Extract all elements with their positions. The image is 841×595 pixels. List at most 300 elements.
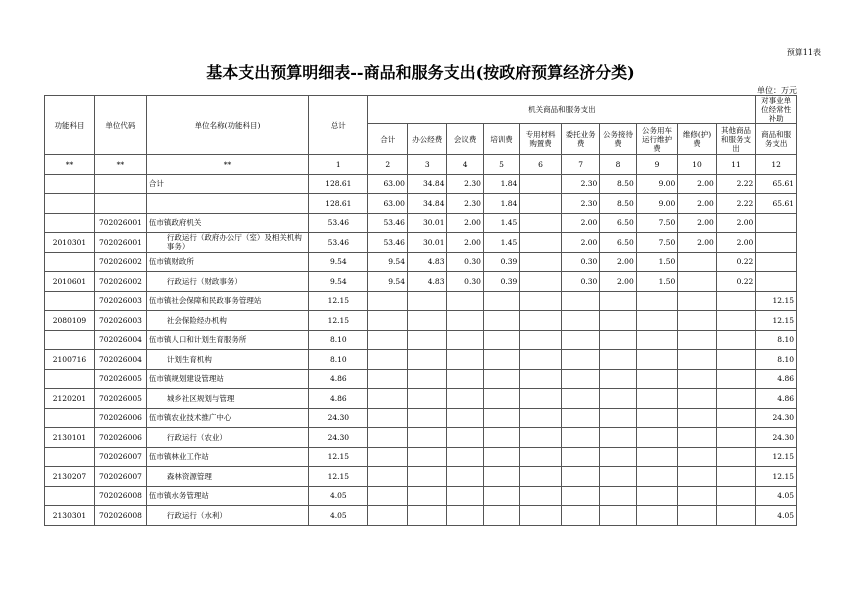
value-cell bbox=[678, 369, 716, 389]
value-cell bbox=[520, 194, 562, 214]
value-cell: 2.00 bbox=[716, 233, 756, 253]
value-cell: 0.39 bbox=[483, 272, 519, 292]
value-cell bbox=[407, 350, 447, 370]
index-cell: 4 bbox=[447, 155, 483, 175]
value-cell bbox=[447, 350, 483, 370]
value-cell bbox=[483, 369, 519, 389]
form-number: 预算11表 bbox=[786, 48, 821, 57]
unit-code-cell: 702026001 bbox=[94, 213, 146, 233]
value-cell bbox=[678, 389, 716, 409]
value-cell bbox=[561, 389, 599, 409]
func-subject-cell: 2130301 bbox=[45, 506, 95, 526]
total-cell: 53.46 bbox=[309, 233, 368, 253]
value-cell bbox=[520, 272, 562, 292]
value-cell bbox=[520, 291, 562, 311]
value-cell: 9.00 bbox=[636, 194, 678, 214]
value-cell bbox=[483, 389, 519, 409]
table-row bbox=[45, 467, 797, 487]
value-cell: 12.15 bbox=[756, 311, 797, 331]
value-cell bbox=[368, 350, 408, 370]
value-cell: 0.30 bbox=[447, 272, 483, 292]
table-row bbox=[45, 311, 797, 331]
unit-name-cell: 行政运行（政府办公厅（室）及相关机构事务） bbox=[146, 233, 308, 253]
table-row bbox=[45, 428, 797, 448]
index-cell: 7 bbox=[561, 155, 599, 175]
table-row bbox=[45, 272, 797, 292]
value-cell: 1.50 bbox=[636, 252, 678, 272]
unit-name-cell: 行政运行（财政事务） bbox=[146, 272, 308, 292]
value-cell: 1.84 bbox=[483, 194, 519, 214]
value-cell bbox=[407, 486, 447, 506]
value-cell bbox=[600, 467, 636, 487]
unit-code-cell: 702026007 bbox=[94, 467, 146, 487]
value-cell bbox=[716, 428, 756, 448]
header-col-1: 合计 bbox=[368, 124, 408, 155]
unit-code-cell: 702026007 bbox=[94, 447, 146, 467]
value-cell: 30.01 bbox=[407, 213, 447, 233]
value-cell bbox=[368, 330, 408, 350]
value-cell bbox=[520, 174, 562, 194]
value-cell bbox=[407, 467, 447, 487]
func-subject-cell: 2080109 bbox=[45, 311, 95, 331]
unit-code-cell: 702026006 bbox=[94, 428, 146, 448]
value-cell: 1.45 bbox=[483, 233, 519, 253]
header-col-9: 维修(护)费 bbox=[678, 124, 716, 155]
value-cell bbox=[447, 447, 483, 467]
value-cell bbox=[561, 467, 599, 487]
table-row bbox=[45, 174, 797, 194]
value-cell bbox=[407, 506, 447, 526]
total-cell: 53.46 bbox=[309, 213, 368, 233]
total-cell: 4.05 bbox=[309, 506, 368, 526]
unit-code-cell bbox=[94, 194, 146, 214]
value-cell bbox=[678, 330, 716, 350]
value-cell: 9.00 bbox=[636, 174, 678, 194]
value-cell: 2.22 bbox=[716, 174, 756, 194]
value-cell: 65.61 bbox=[756, 174, 797, 194]
total-cell: 8.10 bbox=[309, 350, 368, 370]
value-cell bbox=[678, 311, 716, 331]
func-subject-cell bbox=[45, 447, 95, 467]
index-cell: ** bbox=[94, 155, 146, 175]
index-cell: 5 bbox=[483, 155, 519, 175]
unit-name-cell: 行政运行（农业） bbox=[146, 428, 308, 448]
value-cell bbox=[716, 369, 756, 389]
header-col-10: 其他商品和服务支出 bbox=[716, 124, 756, 155]
value-cell bbox=[716, 447, 756, 467]
func-subject-cell: 2120201 bbox=[45, 389, 95, 409]
unit-name-cell: 伍市镇社会保障和民政事务管理站 bbox=[146, 291, 308, 311]
func-subject-cell bbox=[45, 330, 95, 350]
unit-name-cell: 森林资源管理 bbox=[146, 467, 308, 487]
unit-name-cell: 伍市镇规划建设管理站 bbox=[146, 369, 308, 389]
value-cell bbox=[716, 486, 756, 506]
value-cell: 2.00 bbox=[600, 252, 636, 272]
total-cell: 8.10 bbox=[309, 330, 368, 350]
value-cell: 12.15 bbox=[756, 467, 797, 487]
value-cell bbox=[447, 467, 483, 487]
unit-code-cell: 702026008 bbox=[94, 486, 146, 506]
value-cell: 30.01 bbox=[407, 233, 447, 253]
value-cell: 63.00 bbox=[368, 174, 408, 194]
value-cell bbox=[407, 447, 447, 467]
value-cell bbox=[636, 428, 678, 448]
value-cell bbox=[678, 408, 716, 428]
value-cell bbox=[600, 330, 636, 350]
value-cell: 24.30 bbox=[756, 408, 797, 428]
value-cell bbox=[520, 408, 562, 428]
table-row bbox=[45, 213, 797, 233]
value-cell: 2.00 bbox=[678, 213, 716, 233]
unit-code-cell: 702026001 bbox=[94, 233, 146, 253]
value-cell: 4.83 bbox=[407, 252, 447, 272]
value-cell bbox=[636, 486, 678, 506]
value-cell bbox=[520, 350, 562, 370]
unit-code-cell: 702026002 bbox=[94, 272, 146, 292]
value-cell bbox=[483, 311, 519, 331]
func-subject-cell: 2010301 bbox=[45, 233, 95, 253]
unit-name-cell: 城乡社区规划与管理 bbox=[146, 389, 308, 409]
table-row bbox=[45, 233, 797, 253]
func-subject-cell bbox=[45, 194, 95, 214]
value-cell bbox=[756, 233, 797, 253]
unit-name-cell: 行政运行（水利） bbox=[146, 506, 308, 526]
value-cell bbox=[483, 350, 519, 370]
value-cell: 2.00 bbox=[447, 213, 483, 233]
value-cell bbox=[561, 330, 599, 350]
total-cell: 128.61 bbox=[309, 194, 368, 214]
value-cell: 2.00 bbox=[678, 194, 716, 214]
total-cell: 12.15 bbox=[309, 447, 368, 467]
header-col-7: 公务接待费 bbox=[600, 124, 636, 155]
value-cell bbox=[636, 291, 678, 311]
value-cell bbox=[716, 506, 756, 526]
value-cell: 8.10 bbox=[756, 350, 797, 370]
value-cell: 6.50 bbox=[600, 213, 636, 233]
value-cell bbox=[716, 408, 756, 428]
unit-code-cell: 702026004 bbox=[94, 350, 146, 370]
value-cell: 0.22 bbox=[716, 252, 756, 272]
value-cell: 1.50 bbox=[636, 272, 678, 292]
value-cell bbox=[636, 311, 678, 331]
header-unit-name: 单位名称(功能科目) bbox=[146, 96, 308, 155]
value-cell bbox=[561, 369, 599, 389]
value-cell bbox=[678, 350, 716, 370]
value-cell bbox=[483, 506, 519, 526]
value-cell bbox=[407, 408, 447, 428]
value-cell: 34.84 bbox=[407, 194, 447, 214]
value-cell bbox=[447, 486, 483, 506]
value-cell: 63.00 bbox=[368, 194, 408, 214]
value-cell: 8.10 bbox=[756, 330, 797, 350]
value-cell: 53.46 bbox=[368, 233, 408, 253]
unit-name-cell: 伍市镇人口和计划生育服务所 bbox=[146, 330, 308, 350]
unit-name-cell: 伍市镇政府机关 bbox=[146, 213, 308, 233]
value-cell bbox=[678, 272, 716, 292]
value-cell bbox=[600, 428, 636, 448]
value-cell: 24.30 bbox=[756, 428, 797, 448]
value-cell bbox=[678, 447, 716, 467]
value-cell bbox=[520, 428, 562, 448]
header-total: 总计 bbox=[309, 96, 368, 155]
func-subject-cell bbox=[45, 369, 95, 389]
func-subject-cell bbox=[45, 291, 95, 311]
value-cell bbox=[716, 389, 756, 409]
value-cell bbox=[483, 467, 519, 487]
value-cell: 0.39 bbox=[483, 252, 519, 272]
value-cell: 65.61 bbox=[756, 194, 797, 214]
index-cell: ** bbox=[146, 155, 308, 175]
value-cell: 4.86 bbox=[756, 369, 797, 389]
value-cell bbox=[600, 447, 636, 467]
value-cell: 9.54 bbox=[368, 272, 408, 292]
value-cell bbox=[600, 311, 636, 331]
total-cell: 12.15 bbox=[309, 291, 368, 311]
header-col-2: 办公经费 bbox=[407, 124, 447, 155]
budget-table bbox=[44, 95, 797, 526]
value-cell bbox=[716, 330, 756, 350]
value-cell bbox=[600, 506, 636, 526]
unit-code-cell: 702026006 bbox=[94, 408, 146, 428]
header-col-5: 专用材料购置费 bbox=[520, 124, 562, 155]
value-cell bbox=[678, 506, 716, 526]
index-cell: 1 bbox=[309, 155, 368, 175]
table-row bbox=[45, 447, 797, 467]
value-cell: 0.30 bbox=[447, 252, 483, 272]
value-cell bbox=[483, 291, 519, 311]
total-cell: 12.15 bbox=[309, 467, 368, 487]
total-cell: 4.86 bbox=[309, 389, 368, 409]
value-cell bbox=[447, 408, 483, 428]
value-cell bbox=[520, 506, 562, 526]
value-cell bbox=[561, 506, 599, 526]
value-cell: 4.83 bbox=[407, 272, 447, 292]
value-cell bbox=[716, 291, 756, 311]
value-cell: 4.86 bbox=[756, 389, 797, 409]
value-cell bbox=[407, 428, 447, 448]
index-cell: 3 bbox=[407, 155, 447, 175]
value-cell bbox=[407, 311, 447, 331]
value-cell bbox=[520, 252, 562, 272]
value-cell bbox=[561, 311, 599, 331]
value-cell: 2.00 bbox=[678, 233, 716, 253]
value-cell bbox=[678, 291, 716, 311]
table-row bbox=[45, 389, 797, 409]
index-cell: 8 bbox=[600, 155, 636, 175]
value-cell: 9.54 bbox=[368, 252, 408, 272]
value-cell bbox=[636, 467, 678, 487]
value-cell bbox=[483, 330, 519, 350]
value-cell: 4.05 bbox=[756, 506, 797, 526]
value-cell bbox=[756, 272, 797, 292]
value-cell bbox=[483, 408, 519, 428]
value-cell bbox=[483, 447, 519, 467]
value-cell bbox=[636, 369, 678, 389]
value-cell bbox=[368, 408, 408, 428]
value-cell bbox=[520, 447, 562, 467]
unit-label: 单位：万元 bbox=[757, 86, 797, 95]
value-cell bbox=[368, 389, 408, 409]
func-subject-cell: 2130207 bbox=[45, 467, 95, 487]
table-row bbox=[45, 291, 797, 311]
header-col-3: 会议费 bbox=[447, 124, 483, 155]
value-cell bbox=[561, 291, 599, 311]
func-subject-cell bbox=[45, 408, 95, 428]
value-cell bbox=[716, 350, 756, 370]
unit-code-cell bbox=[94, 174, 146, 194]
value-cell bbox=[600, 486, 636, 506]
unit-code-cell: 702026005 bbox=[94, 369, 146, 389]
unit-code-cell: 702026005 bbox=[94, 389, 146, 409]
value-cell bbox=[600, 291, 636, 311]
index-cell: ** bbox=[45, 155, 95, 175]
value-cell: 2.00 bbox=[447, 233, 483, 253]
index-cell: 12 bbox=[756, 155, 797, 175]
value-cell: 4.05 bbox=[756, 486, 797, 506]
header-group-public: 对事业单位经常性补助 bbox=[756, 96, 797, 124]
header-col-4: 培训费 bbox=[483, 124, 519, 155]
unit-name-cell: 社会保险经办机构 bbox=[146, 311, 308, 331]
header-func-subject: 功能科目 bbox=[45, 96, 95, 155]
value-cell bbox=[636, 447, 678, 467]
total-cell: 4.05 bbox=[309, 486, 368, 506]
unit-code-cell: 702026003 bbox=[94, 291, 146, 311]
table-row bbox=[45, 350, 797, 370]
value-cell bbox=[447, 311, 483, 331]
value-cell bbox=[520, 330, 562, 350]
value-cell bbox=[368, 291, 408, 311]
value-cell: 7.50 bbox=[636, 213, 678, 233]
value-cell: 2.00 bbox=[716, 213, 756, 233]
value-cell: 2.30 bbox=[447, 194, 483, 214]
total-cell: 24.30 bbox=[309, 428, 368, 448]
value-cell: 2.00 bbox=[678, 174, 716, 194]
func-subject-cell bbox=[45, 174, 95, 194]
value-cell: 12.15 bbox=[756, 291, 797, 311]
total-cell: 4.86 bbox=[309, 369, 368, 389]
value-cell bbox=[368, 447, 408, 467]
value-cell: 8.50 bbox=[600, 174, 636, 194]
value-cell bbox=[407, 389, 447, 409]
value-cell bbox=[520, 213, 562, 233]
index-cell: 9 bbox=[636, 155, 678, 175]
value-cell bbox=[520, 369, 562, 389]
total-cell: 9.54 bbox=[309, 252, 368, 272]
value-cell: 2.30 bbox=[447, 174, 483, 194]
unit-name-cell: 伍市镇水务管理站 bbox=[146, 486, 308, 506]
unit-name-cell: 伍市镇农业技术推广中心 bbox=[146, 408, 308, 428]
value-cell: 1.45 bbox=[483, 213, 519, 233]
unit-code-cell: 702026003 bbox=[94, 311, 146, 331]
func-subject-cell: 2130101 bbox=[45, 428, 95, 448]
value-cell: 2.30 bbox=[561, 194, 599, 214]
value-cell bbox=[561, 408, 599, 428]
value-cell: 2.00 bbox=[600, 272, 636, 292]
unit-name-cell: 合计 bbox=[146, 174, 308, 194]
value-cell bbox=[368, 506, 408, 526]
table-row bbox=[45, 506, 797, 526]
value-cell bbox=[447, 506, 483, 526]
value-cell bbox=[483, 486, 519, 506]
table-row bbox=[45, 252, 797, 272]
value-cell bbox=[636, 408, 678, 428]
value-cell bbox=[600, 408, 636, 428]
value-cell bbox=[756, 252, 797, 272]
value-cell bbox=[636, 330, 678, 350]
table-row bbox=[45, 369, 797, 389]
value-cell bbox=[368, 467, 408, 487]
value-cell bbox=[561, 350, 599, 370]
func-subject-cell bbox=[45, 486, 95, 506]
value-cell bbox=[600, 350, 636, 370]
value-cell bbox=[716, 311, 756, 331]
value-cell bbox=[407, 369, 447, 389]
value-cell bbox=[636, 506, 678, 526]
unit-name-cell: 伍市镇财政所 bbox=[146, 252, 308, 272]
value-cell bbox=[636, 389, 678, 409]
table-row bbox=[45, 408, 797, 428]
func-subject-cell: 2010601 bbox=[45, 272, 95, 292]
value-cell bbox=[407, 330, 447, 350]
header-col-8: 公务用车运行维护费 bbox=[636, 124, 678, 155]
index-cell: 2 bbox=[368, 155, 408, 175]
value-cell: 0.22 bbox=[716, 272, 756, 292]
index-cell: 10 bbox=[678, 155, 716, 175]
header-col-6: 委托业务费 bbox=[561, 124, 599, 155]
header-group-org: 机关商品和服务支出 bbox=[368, 96, 756, 124]
value-cell: 0.30 bbox=[561, 272, 599, 292]
total-cell: 24.30 bbox=[309, 408, 368, 428]
value-cell bbox=[520, 389, 562, 409]
value-cell: 7.50 bbox=[636, 233, 678, 253]
value-cell bbox=[407, 291, 447, 311]
value-cell: 12.15 bbox=[756, 447, 797, 467]
total-cell: 9.54 bbox=[309, 272, 368, 292]
table-row bbox=[45, 194, 797, 214]
table-row bbox=[45, 486, 797, 506]
value-cell bbox=[600, 369, 636, 389]
unit-code-cell: 702026008 bbox=[94, 506, 146, 526]
value-cell bbox=[483, 428, 519, 448]
value-cell bbox=[520, 311, 562, 331]
value-cell: 1.84 bbox=[483, 174, 519, 194]
index-cell: 11 bbox=[716, 155, 756, 175]
header-col-public: 商品和服务支出 bbox=[756, 124, 797, 155]
total-cell: 128.61 bbox=[309, 174, 368, 194]
value-cell bbox=[716, 467, 756, 487]
value-cell bbox=[447, 291, 483, 311]
value-cell: 2.22 bbox=[716, 194, 756, 214]
value-cell: 34.84 bbox=[407, 174, 447, 194]
value-cell bbox=[678, 467, 716, 487]
func-subject-cell: 2100716 bbox=[45, 350, 95, 370]
value-cell: 8.50 bbox=[600, 194, 636, 214]
value-cell: 2.30 bbox=[561, 174, 599, 194]
value-cell: 53.46 bbox=[368, 213, 408, 233]
unit-code-cell: 702026002 bbox=[94, 252, 146, 272]
unit-name-cell bbox=[146, 194, 308, 214]
unit-name-cell: 伍市镇林业工作站 bbox=[146, 447, 308, 467]
value-cell: 6.50 bbox=[600, 233, 636, 253]
value-cell bbox=[600, 389, 636, 409]
value-cell: 0.30 bbox=[561, 252, 599, 272]
value-cell bbox=[368, 486, 408, 506]
value-cell bbox=[561, 428, 599, 448]
value-cell bbox=[368, 311, 408, 331]
total-cell: 12.15 bbox=[309, 311, 368, 331]
value-cell bbox=[368, 428, 408, 448]
table-row bbox=[45, 330, 797, 350]
